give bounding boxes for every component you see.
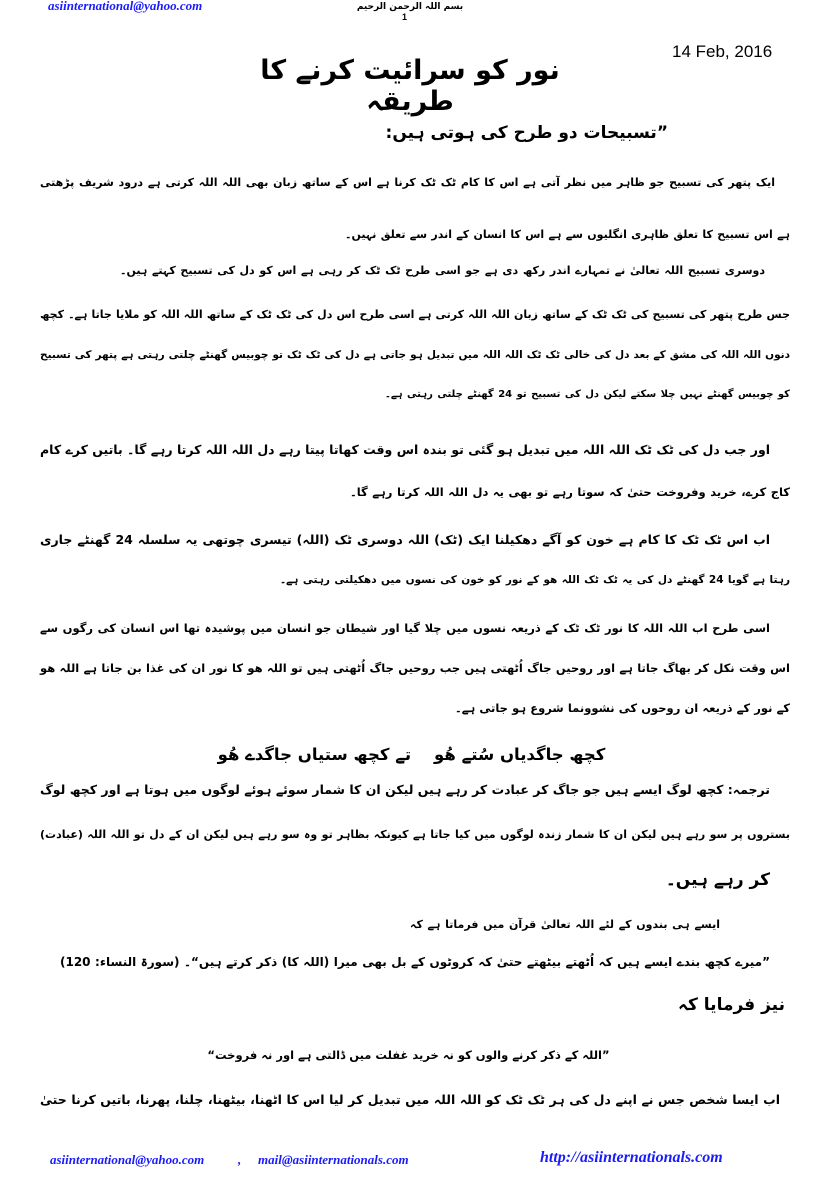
- quran-quote: ”میرے کچھ بندے ایسے ہیں کہ اُٹھتے بیٹھتے حتیٰ کہ کروٹوں کے بل بھی میرا (اللہ کا) ذکر کرتے ہیں“۔ (سورۃ النساء: 120): [60, 955, 770, 969]
- body-line: بستروں پر سو رہے ہیں لیکن ان کا شمار زندہ لوگوں میں کیا جاتا ہے کیونکہ بظاہر تو وہ سو رہے ہیں لیکن ان کے دل تو اللہ اللہ (عبادت): [40, 828, 790, 841]
- footer-separator: ,: [238, 1152, 242, 1167]
- page-number: 1: [402, 12, 408, 22]
- body-line: رہتا ہے گویا 24 گھنٹے دل کی یہ ٹک ٹک اللہ ھو کے نور کو خون کی نسوں میں دھکیلتی رہتی ہے۔: [280, 574, 790, 586]
- body-line: اب اس ٹک ٹک کا کام ہے خون کو آگے دھکیلنا ایک (ٹک) اللہ دوسری ٹک (اللہ) تیسری چوتھی یہ سلسلہ 24 گھنٹے جاری: [40, 532, 770, 547]
- body-line: ”تسبیحات دو طرح کی ہوتی ہیں:: [385, 123, 668, 143]
- body-line: دنوں اللہ اللہ کی مشق کے بعد دل کی خالی ٹک ٹک اللہ اللہ میں تبدیل ہو جاتی ہے دل کی ٹک ٹک تو چوبیس گھنٹے چلتی رہتی ہے پتھر کی تسبیح: [40, 349, 790, 361]
- body-line: کر رہے ہیں۔: [665, 870, 770, 890]
- body-line: نیز فرمایا کہ: [678, 995, 785, 1015]
- body-line: کو چوبیس گھنٹے نہیں چلا سکتے لیکن دل کی تسبیح تو 24 گھنٹے چلتی رہتی ہے۔: [385, 389, 791, 400]
- body-line: کے نور کے ذریعہ ان روحوں کی نشوونما شروع ہو جاتی ہے۔: [455, 701, 790, 715]
- body-line: اسی طرح اب اللہ اللہ کا نور ٹک ٹک کے ذریعہ نسوں میں چلا گیا اور شیطان جو انسان میں پوشیدہ تھا اس انسان کی رگوں سے: [40, 621, 770, 635]
- bismillah: بسم اللہ الرحمن الرحیم: [356, 2, 464, 12]
- footer-website-link[interactable]: http://asiinternationals.com: [540, 1149, 723, 1166]
- document-date: 14 Feb, 2016: [672, 42, 773, 61]
- body-line: دوسری تسبیح اللہ تعالیٰ نے تمہارے اندر رکھ دی ہے جو اسی طرح ٹک ٹک کر رہی ہے اس کو دل کی تسبیح کہتے ہیں۔: [120, 264, 765, 277]
- body-line: جس طرح پتھر کی تسبیح کی ٹک ٹک کے ساتھ زبان اللہ اللہ کرتی ہے اسی طرح اس دل کی ٹک ٹک کے ساتھ اللہ اللہ کو ملایا جاتا ہے۔ کچھ: [40, 308, 790, 321]
- body-line: ایک پتھر کی تسبیح جو ظاہر میں نظر آتی ہے اس کا کام ٹک ٹک کرنا ہے اس کے ساتھ زبان بھی اللہ اللہ کرتی ہے درود شریف پڑھتی: [40, 176, 775, 189]
- quote-line: ”اللہ کے ذکر کرنے والوں کو نہ خرید غفلت میں ڈالتی ہے اور نہ فروخت“: [207, 1048, 610, 1062]
- body-line: ترجمہ: کچھ لوگ ایسے ہیں جو جاگ کر عبادت کر رہے ہیں لیکن ان کا شمار سوئے ہوئے لوگوں میں ہوتا ہے اور کچھ لوگ: [40, 782, 770, 797]
- page-title: نور کو سرائیت کرنے کا طریقہ: [260, 55, 560, 117]
- body-line: کاج کرے، خرید وفروخت حتیٰ کہ سوتا رہے تو بھی یہ دل اللہ اللہ کرتا رہے گا۔: [350, 485, 790, 499]
- body-line: ایسے ہی بندوں کے لئے اللہ تعالیٰ قرآن میں فرماتا ہے کہ: [410, 918, 720, 931]
- poetry-verse: کچھ جاگدیاں سُتے ھُو تے کچھ ستیاں جاگدے ھُو: [217, 745, 606, 764]
- footer-email-link-2[interactable]: mail@asiinternationals.com: [258, 1152, 409, 1167]
- header-email-link[interactable]: asiinternational@yahoo.com: [48, 0, 203, 13]
- footer-email-link[interactable]: asiinternational@yahoo.com: [50, 1152, 205, 1167]
- body-line: ہے اس تسبیح کا تعلق ظاہری انگلیوں سے ہے اس کا انسان کے اندر سے تعلق نہیں۔: [345, 228, 790, 241]
- body-line: اور جب دل کی ٹک ٹک اللہ اللہ میں تبدیل ہو گئی تو بندہ اس وقت کھاتا پیتا رہے دل اللہ اللہ کرتا رہے گا۔ باتیں کرے کام: [40, 442, 770, 457]
- body-line: اب ایسا شخص جس نے اپنے دل کی ہر ٹک ٹک کو اللہ اللہ میں تبدیل کر لیا اس کا اٹھنا، بیٹھنا، چلنا، پھرنا، باتیں کرنا حتیٰ: [40, 1092, 780, 1107]
- body-line: اس وقت نکل کر بھاگ جاتا ہے اور روحیں جاگ اُٹھتی ہیں جب روحیں جاگ اُٹھتی ہیں تو اللہ ھو کا نور ان کی غذا بن جاتا ہے اللہ ھو: [40, 661, 790, 675]
